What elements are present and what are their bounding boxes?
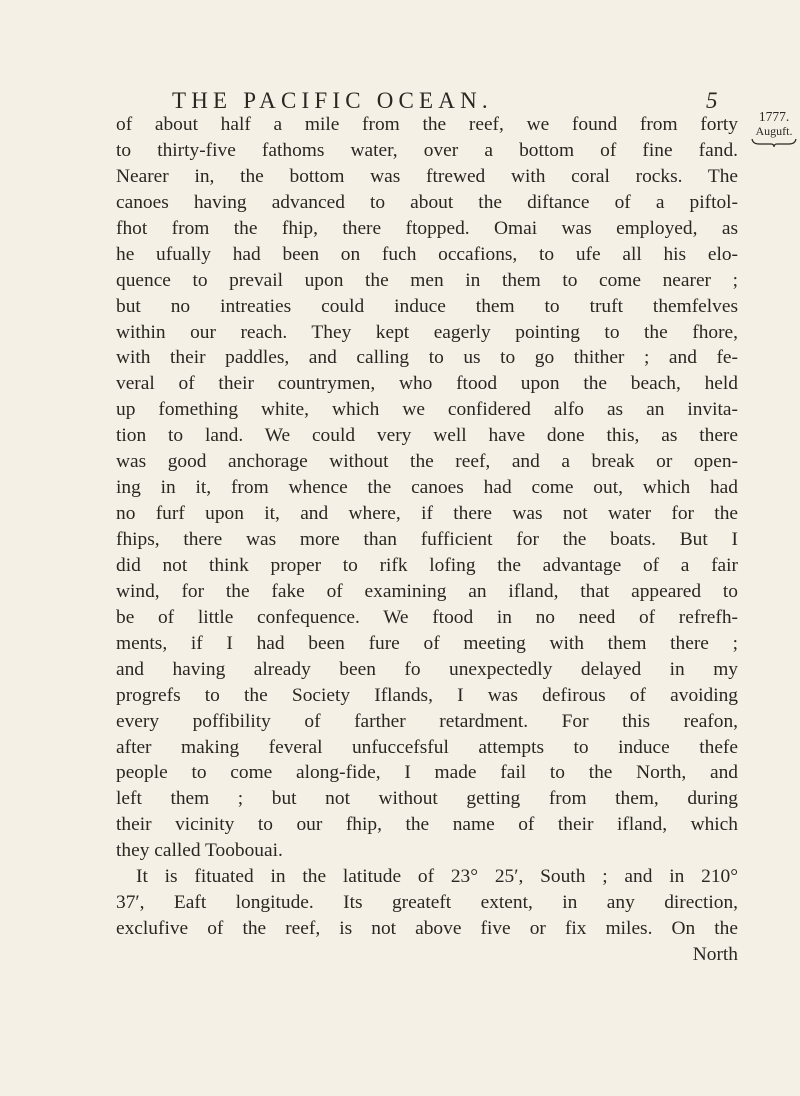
running-head: THE PACIFIC OCEAN. [172,88,493,113]
marginal-year: 1777. [758,109,790,124]
text-line: 37′, Eaft longitude. Its greateft extent, in any direction, [116,892,738,914]
text-line: of about half a mile from the reef, we found from forty [116,114,738,135]
page-number: 5 [706,88,718,113]
text-line: ments, if I had been fure of meeting with them there ; [116,632,738,654]
text-line: and having already been fo unexpectedly delayed in my [116,658,738,680]
text-line: quence to prevail upon the men in them to come nearer ; [116,269,738,291]
text-line: people to come along-fide, I made fail to the North, and [116,762,738,784]
text-line: no furf upon it, and where, if there was not water for the [116,503,738,525]
marginal-note [750,110,798,148]
text-line: with their paddles, and calling to us to go thither ; and fe- [116,347,738,369]
text-line: to thirty-five fathoms water, over a bottom of fine fand. [116,139,738,161]
text-line: ing in it, from whence the canoes had come out, which had [116,477,738,499]
text-line: Nearer in, the bottom was ftrewed with coral rocks. The [116,165,738,187]
text-line: be of little confequence. We ftood in no need of refrefh- [116,606,738,628]
text-line: veral of their countrymen, who ftood upon the beach, held [116,373,738,395]
text-line: their vicinity to our fhip, the name of their ifland, which [116,814,738,836]
catchword: North [692,944,738,965]
text-line: they called Toobouai. [116,840,283,862]
text-line: did not think proper to rifk lofing the advantage of a fair [116,554,738,576]
text-line: canoes having advanced to about the diftance of a piftol- [116,191,738,213]
text-line: up fomething white, which we confidered alfo as an invita- [116,399,738,421]
text-line: It is fituated in the latitude of 23° 25′, South ; and in 210° [136,866,738,888]
text-line: progrefs to the Society Iflands, I was defirous of avoiding [116,684,738,706]
text-line: was good anchorage without the reef, and a break or open- [116,451,738,473]
text-line: he ufually had been on fuch occafions, to ufe all his elo- [116,243,738,265]
brace-icon [751,138,797,148]
text-line: but no intreaties could induce them to truft themfelves [116,295,738,317]
text-line: left them ; but not without getting from them, during [116,788,738,810]
text-line: every poffibility of farther retardment. For this reafon, [116,710,738,732]
text-line: after making feveral unfuccefsful attempts to induce thefe [116,736,738,758]
marginal-month: Auguft. [755,124,793,138]
text-line: tion to land. We could very well have done this, as there [116,425,738,447]
text-line: wind, for the fake of examining an ifland, that appeared to [116,580,738,602]
text-line: exclufive of the reef, is not above five or fix miles. On the [116,918,738,940]
text-line: within our reach. They kept eagerly pointing to the fhore, [116,321,738,343]
text-line: fhot from the fhip, there ftopped. Omai was employed, as [116,217,738,239]
body-text [116,112,738,968]
text-line: fhips, there was more than fufficient for the boats. But I [116,529,738,550]
